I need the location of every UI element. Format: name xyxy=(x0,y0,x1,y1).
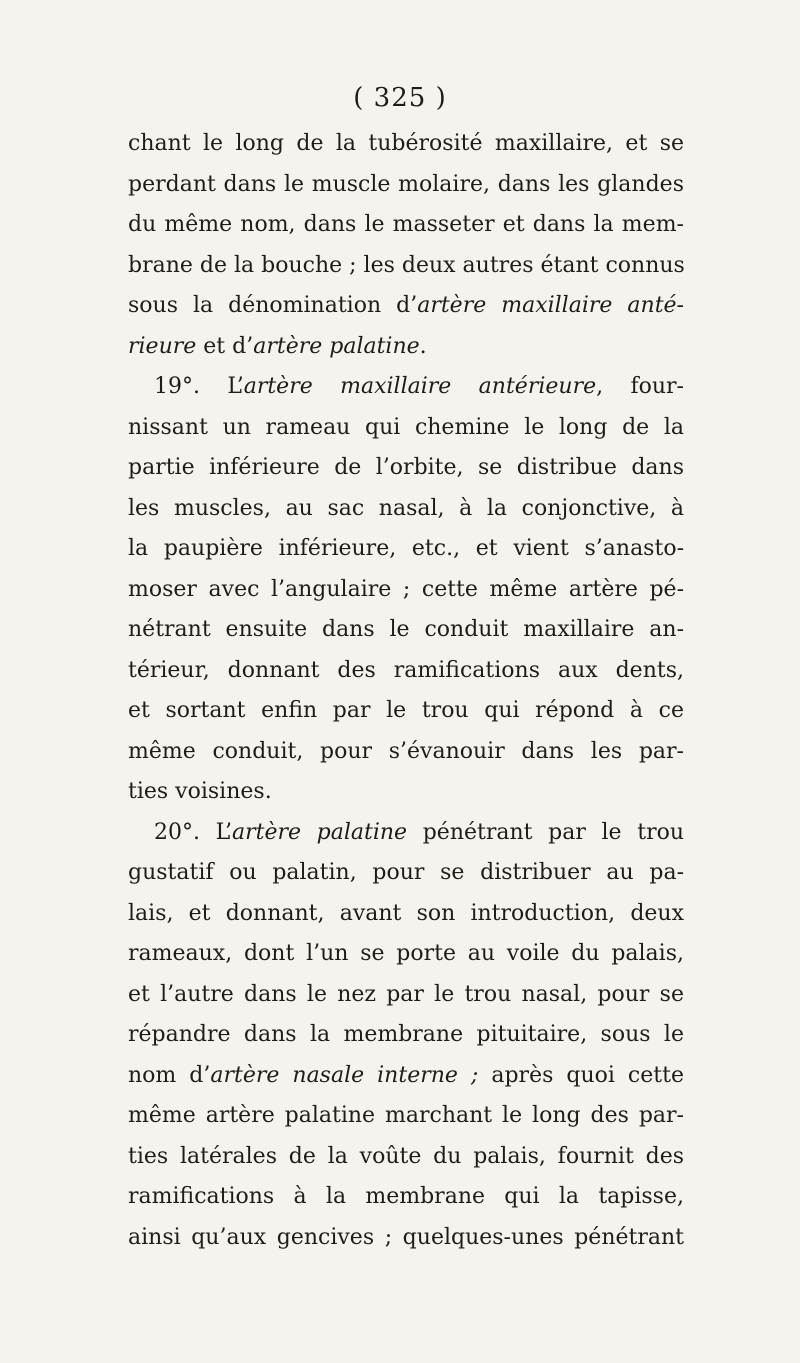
text-segment: ramifications à la membrane qui la tapisse, xyxy=(128,1184,684,1209)
text-line xyxy=(128,894,684,935)
text-line xyxy=(128,975,684,1016)
text-line xyxy=(128,772,684,813)
page-number: ( 325 ) xyxy=(353,83,447,113)
text-segment: les muscles, au sac nasal, à la conjonctive, à xyxy=(128,495,684,521)
text-segment: ties voisines. xyxy=(128,779,272,804)
text-line xyxy=(128,570,684,611)
text-line xyxy=(128,1015,684,1056)
italic-term: artère palatine xyxy=(231,819,408,845)
text-segment: rameaux, dont l’un se porte au voile du palais, xyxy=(128,941,684,966)
text-segment: moser avec l’angulaire ; cette même artère pé- xyxy=(128,576,684,602)
text-segment: ainsi qu’aux gencives ; quelques-unes pénétrant xyxy=(128,1224,684,1250)
italic-term: artère nasale interne ; xyxy=(210,1062,479,1088)
text-segment: , four- xyxy=(596,374,684,399)
text-segment: brane de la bouche ; les deux autres étant connus xyxy=(128,252,685,278)
text-segment: chant le long de la tubérosité maxillaire, et se xyxy=(128,131,684,156)
text-segment: partie inférieure de l’orbite, se distribue dans xyxy=(128,455,684,480)
text-segment: nom d’ xyxy=(128,1062,211,1088)
text-segment: lais, et donnant, avant son introduction, deux xyxy=(128,900,684,926)
text-line xyxy=(128,1177,684,1218)
text-segment: pénétrant par le trou xyxy=(407,819,684,845)
text-segment: sous la dénomination d’ xyxy=(128,293,418,318)
text-segment: . xyxy=(419,333,427,359)
text-line xyxy=(128,1096,684,1137)
text-line xyxy=(128,813,684,854)
text-line xyxy=(128,853,684,894)
italic-term: artère maxillaire antérieure xyxy=(243,374,597,399)
text-segment: et sortant enfin par le trou qui répond à ce xyxy=(128,698,684,723)
text-segment: térieur, donnant des ramifications aux dents, xyxy=(128,657,684,683)
text-line xyxy=(128,1137,684,1178)
text-line xyxy=(128,1056,684,1097)
text-segment: et l’autre dans le nez par le trou nasal, pour se xyxy=(128,981,684,1007)
italic-term: artère maxillaire anté- xyxy=(417,293,684,318)
text-line xyxy=(128,327,684,368)
text-line xyxy=(128,732,684,773)
text-segment: nissant un rameau qui chemine le long de la xyxy=(128,414,684,440)
text-segment: perdant dans le muscle molaire, dans les glandes xyxy=(128,171,684,197)
text-line xyxy=(128,124,684,165)
text-line xyxy=(128,691,684,732)
text-line xyxy=(128,286,684,327)
text-segment: 19°. L’ xyxy=(154,374,244,399)
text-segment: la paupière inférieure, etc., et vient s’anasto- xyxy=(128,536,684,561)
text-segment: nétrant ensuite dans le conduit maxillaire an- xyxy=(128,617,684,642)
text-line xyxy=(128,367,684,408)
text-line xyxy=(128,1218,684,1259)
text-line xyxy=(128,651,684,692)
text-segment: même artère palatine marchant le long des par- xyxy=(128,1103,684,1128)
text-line xyxy=(128,205,684,246)
text-line xyxy=(128,408,684,449)
text-line xyxy=(128,934,684,975)
text-segment: répandre dans la membrane pituitaire, sous le xyxy=(128,1022,684,1047)
text-segment: 20°. L’ xyxy=(154,819,232,845)
text-segment: gustatif ou palatin, pour se distribuer au pa- xyxy=(128,860,684,885)
text-segment: et d’ xyxy=(196,333,254,359)
italic-term: artère palatine xyxy=(253,333,420,359)
text-line xyxy=(128,246,684,287)
text-segment: après quoi cette xyxy=(478,1062,684,1088)
body-text xyxy=(128,124,684,1258)
text-segment: ties latérales de la voûte du palais, fournit des xyxy=(128,1143,684,1169)
text-line xyxy=(128,529,684,570)
text-segment: du même nom, dans le masseter et dans la mem- xyxy=(128,212,684,237)
text-line xyxy=(128,489,684,530)
text-segment: même conduit, pour s’évanouir dans les par- xyxy=(128,738,684,764)
text-line xyxy=(128,610,684,651)
italic-term: rieure xyxy=(128,333,197,359)
text-line xyxy=(128,448,684,489)
text-line xyxy=(128,165,684,206)
